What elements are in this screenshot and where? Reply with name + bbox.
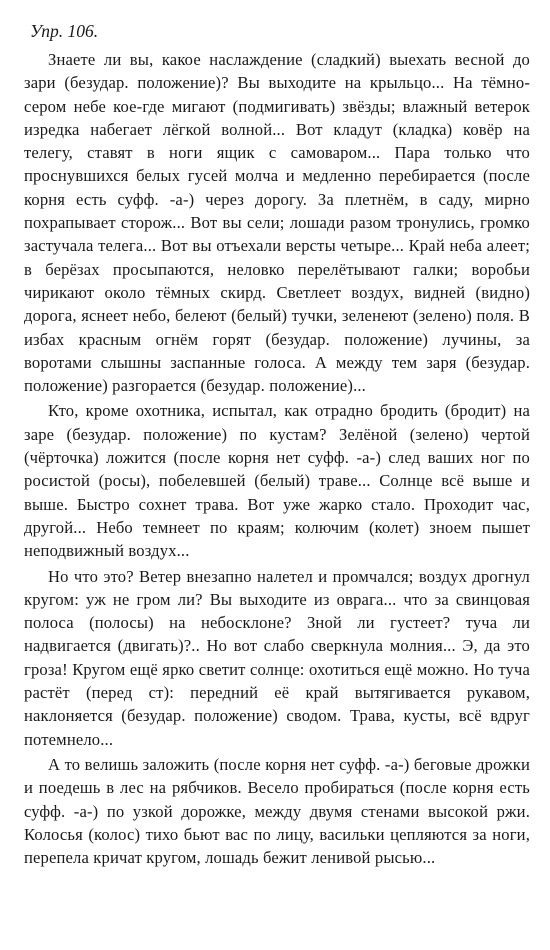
paragraph-2: Кто, кроме охотника, испытал, как отрадно бродить (бродит) на заре (безудар. положение) по кустам? Зелёной (зелено) чертой (чёрточка) ложится (после корня нет суфф. -а-) след ваших ног по росистой (росы), побелевшей (белый) траве... Солнце всё выше и выше. Быстро сохнет трава. Вот уже жарко стало. Проходит час, другой... Небо темнеет по краям; колючим (колет) зноем пышет неподвижный воздух... (24, 401, 530, 561)
exercise-title: Упр. 106. (30, 21, 99, 41)
paragraph-3: Но что это? Ветер внезапно налетел и промчался; воздух дрогнул кругом: уж не гром ли? Вы выходите из оврага... что за свинцовая полоса (полосы) на небосклоне? Зной ли густеет? туча ли надвигается (двигать)?.. Но вот слабо сверкнула молния... Э, да это гроза! Кругом ещё ярко светит солнце: охотиться ещё можно. Но туча растёт (перед ст): передний её край вытягивается рукавом, наклоняется (безудар. положение) сводом. Трава, кусты, всё вдруг потемнело... (24, 566, 530, 749)
paragraph-1: Знаете ли вы, какое наслаждение (сладкий) выехать весной до зари (безудар. положение)? Вы выходите на крыльцо... На тёмно-сером небе кое-где мигают (подмигивать) звёзды; влажный ветерок изредка набегает лёгкой волной... Вот кладут (кладка) ковёр на телегу, ставят в ноги ящик с самоваром... Пара только что проснувшихся белых гусей молча и медленно перебирается (после корня есть суфф. -а-) через дорогу. За плетнём, в саду, мирно похрапывает сторож... Вот вы сели; лошади разом тронулись, громко застучала телега... Вот вы отъехали версты четыре... Край неба алеет; в берёзах просыпаются, неловко перелётывают галки; воробьи чирикают около тёмных скирд. Светлеет воздух, видней (видно) дорога, яснеет небо, белеют (белый) тучки, зеленеют (зелено) поля. В избах красным огнём горят (безудар. положение) лучины, за воротами слышны заспанные голоса. А между тем заря (безудар. положение) разгорается (безудар. положение)... (24, 50, 530, 396)
paragraph-4: А то велишь заложить (после корня нет суфф. -а-) беговые дрожки и поедешь в лес на рябчиков. Весело пробираться (после корня есть суфф. -а-) по узкой дорожке, между двумя стенами высокой ржи. Колосья (колос) тихо бьют вас по лицу, васильки цепляются за ноги, перепела кричат кругом, лошадь бежит ленивой рысью... (24, 754, 530, 868)
